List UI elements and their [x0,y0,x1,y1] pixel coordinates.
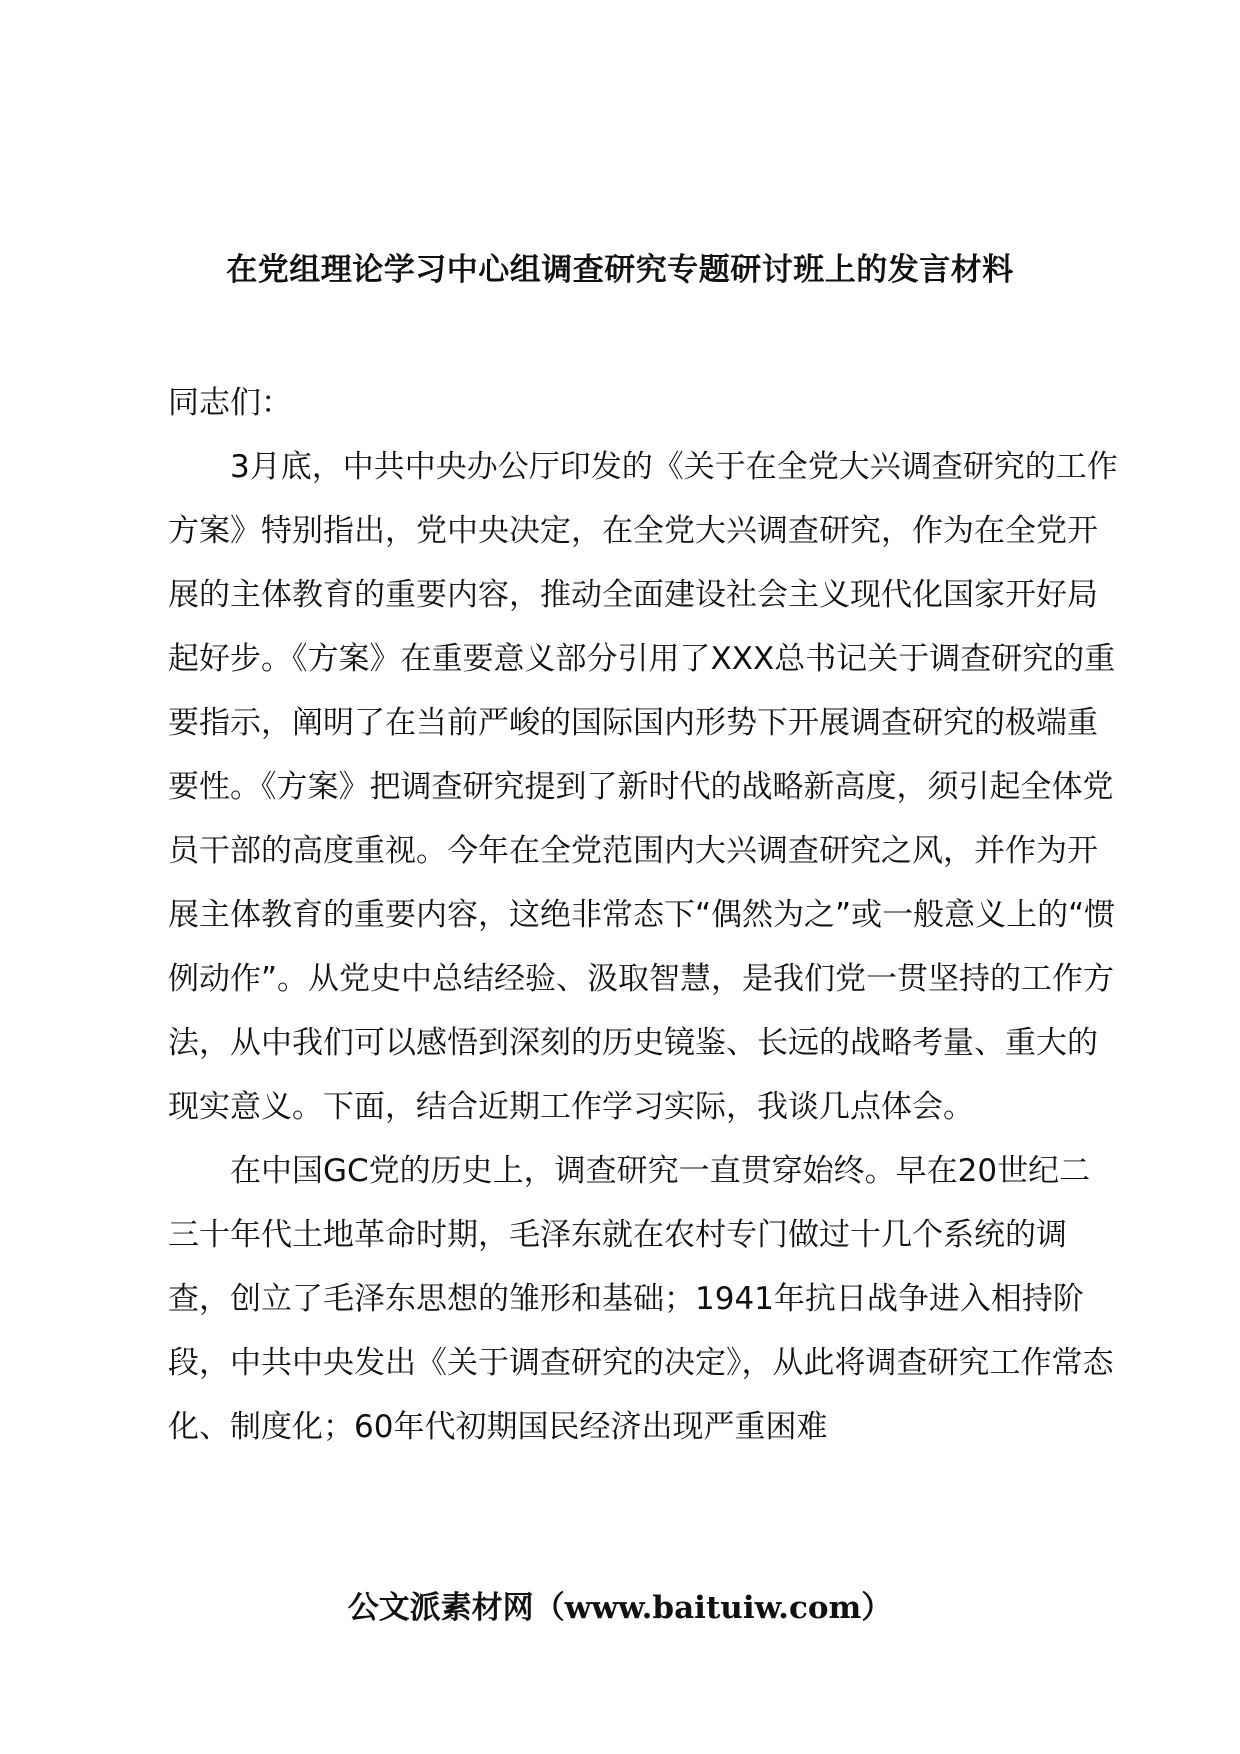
document-title: 在党组理论学习中心组调查研究专题研讨班上的发言材料 [226,252,1014,288]
paragraph-2: 在中国GC党的历史上，调查研究一直贯穿始终。早在20世纪二三十年代土地革命时期，毛泽东就在农村专门做过十几个系统的调查，创立了毛泽东思想的雏形和基础；1941年抗日战争进入相持阶段，中共中央发出《关于调查研究的决定》，从此将调查研究工作常态化、制度化；60年代初期国民经济出现严重困难 [168,1153,1114,1445]
paragraph-1: 3月底，中共中央办公厅印发的《关于在全党大兴调查研究的工作方案》特别指出，党中央决定，在全党大兴调查研究，作为在全党开展的主体教育的重要内容，推动全面建设社会主义现代化国家开好局起好步。《方案》在重要意义部分引用了XXX总书记关于调查研究的重要指示，阐明了在当前严峻的国际国内形势下开展调查研究的极端重要性。《方案》把调查研究提到了新时代的战略新高度，须引起全体党员干部的高度重视。今年在全党范围内大兴调查研究之风，并作为开展主体教育的重要内容，这绝非常态下“偶然为之”或一般意义上的“惯例动作”。从党史中总结经验、汲取智慧，是我们党一贯坚持的工作方法，从中我们可以感悟到深刻的历史镜鉴、长远的战略考量、重大的现实意义。下面，结合近期工作学习实际，我谈几点体会。 [168,449,1118,1125]
footer-site-name: 公文派素材网 [347,1590,534,1626]
footer-url: （www.baituiw.com） [533,1590,893,1626]
document-body [168,371,1120,1459]
footer-watermark [0,1584,1240,1632]
salutation: 同志们： [168,385,292,421]
